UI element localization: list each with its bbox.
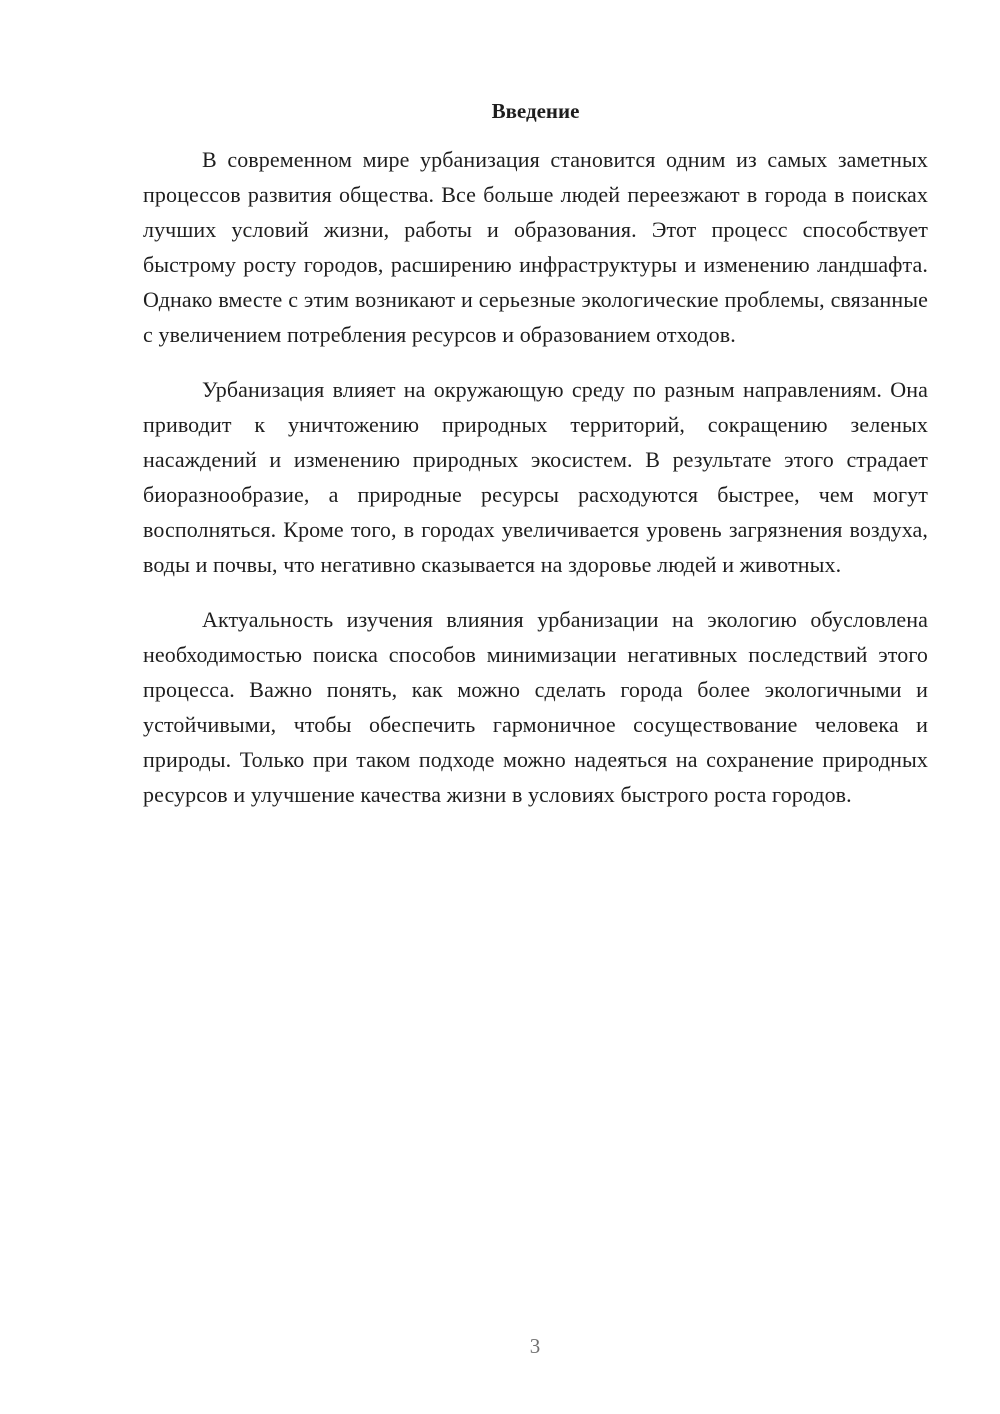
page-number: 3 [529,1334,541,1358]
section-heading: Введение [491,99,580,123]
paragraph-1: В современном мире урбанизация становится одним из самых заметных процессов развития общества. Все больше людей переезжают в города в поисках лучших условий жизни, работы и образования. Этот процесс способствует быстрому росту городов, расширению инфраструктуры и изменению ландшафта. Однако вместе с этим возникают и серьезные экологические проблемы, связанные с увеличением потребления ресурсов и образованием отходов. [143,147,928,347]
body-text [143,142,928,832]
paragraph-2: Урбанизация влияет на окружающую среду по разным направлениям. Она приводит к уничтожению природных территорий, сокращению зеленых насаждений и изменению природных экосистем. В результате этого страдает биоразнообразие, а природные ресурсы расходуются быстрее, чем могут восполняться. Кроме того, в городах увеличивается уровень загрязнения воздуха, воды и почвы, что негативно сказывается на здоровье людей и животных. [143,377,928,577]
paragraph-3: Актуальность изучения влияния урбанизации на экологию обусловлена необходимостью поиска способов минимизации негативных последствий этого процесса. Важно понять, как можно сделать города более экологичными и устойчивыми, чтобы обеспечить гармоничное сосуществование человека и природы. Только при таком подходе можно надеяться на сохранение природных ресурсов и улучшение качества жизни в условиях быстрого роста городов. [143,607,928,807]
